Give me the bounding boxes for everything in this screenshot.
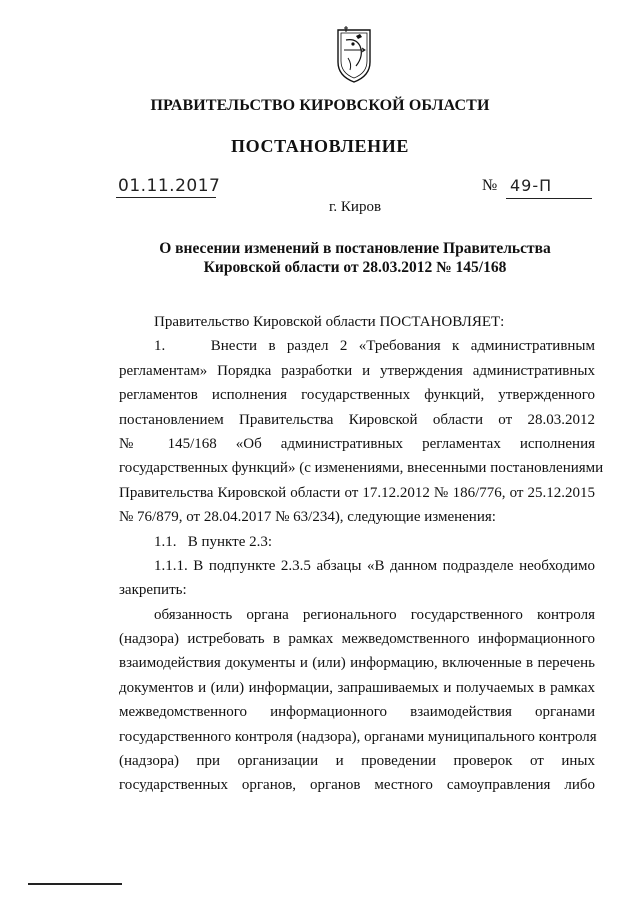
document-type: ПОСТАНОВЛЕНИЕ xyxy=(231,136,409,156)
number-sign: № xyxy=(482,177,498,194)
date-underline xyxy=(116,197,216,198)
document-date: 01.11.2017 xyxy=(118,176,221,196)
subject-line: Кировской области от 28.03.2012 № 145/168 xyxy=(203,259,507,276)
body-line: (надзора) истребовать в рамках межведомственного информационного xyxy=(119,631,595,648)
body-line: 1.1.1. В подпункте 2.3.5 абзацы «В данном подразделе необходимо xyxy=(154,557,595,574)
body-line: государственных органов, органов местного самоуправления либо xyxy=(119,777,595,794)
body-line: Правительства Кировской области от 17.12.2012 № 186/776, от 25.12.2015 xyxy=(119,484,595,501)
body-line: (надзора) при организации и проведении проверок от иных xyxy=(119,753,595,770)
body-line: 1. Внести в раздел 2 «Требования к административным xyxy=(154,338,595,355)
body-line: межведомственного информационного взаимодействия органами xyxy=(119,704,595,721)
government-name: ПРАВИТЕЛЬСТВО КИРОВСКОЙ ОБЛАСТИ xyxy=(150,97,490,114)
body-line: регламентов исполнения государственных функций, утвержденного xyxy=(119,387,595,404)
body-line: № 76/879, от 28.04.2017 № 63/234), следующие изменения: xyxy=(119,509,496,526)
body-line: обязанность органа регионального государственного контроля xyxy=(154,606,595,623)
body-line: постановлением Правительства Кировской области от 28.03.2012 xyxy=(119,411,595,428)
city: г. Киров xyxy=(328,199,382,215)
subject-line: О внесении изменений в постановление Правительства xyxy=(159,240,551,257)
body-line: государственных функций» (с изменениями, внесенными постановлениями xyxy=(119,460,604,477)
body-line: регламентам» Порядка разработки и утверждения административных xyxy=(119,362,595,379)
body-line: № 145/168 «Об административных регламентах исполнения xyxy=(119,435,595,452)
coat-of-arms-emblem xyxy=(334,22,374,84)
document-body xyxy=(119,310,604,798)
body-line: закрепить: xyxy=(119,582,187,599)
footnote-separator xyxy=(28,883,122,885)
body-line: документов и (или) информации, запрашиваемых и получаемых в рамках xyxy=(119,679,595,696)
document-subject xyxy=(0,239,640,277)
body-line: взаимодействия документы и (или) информацию, включенные в перечень xyxy=(119,655,595,672)
body-line: Правительство Кировской области ПОСТАНОВЛЯЕТ: xyxy=(154,314,505,330)
body-line: государственного контроля (надзора), органами муниципального контроля xyxy=(119,728,597,745)
body-line: 1.1. В пункте 2.3: xyxy=(154,533,273,550)
document-number: 49-П xyxy=(510,176,553,195)
